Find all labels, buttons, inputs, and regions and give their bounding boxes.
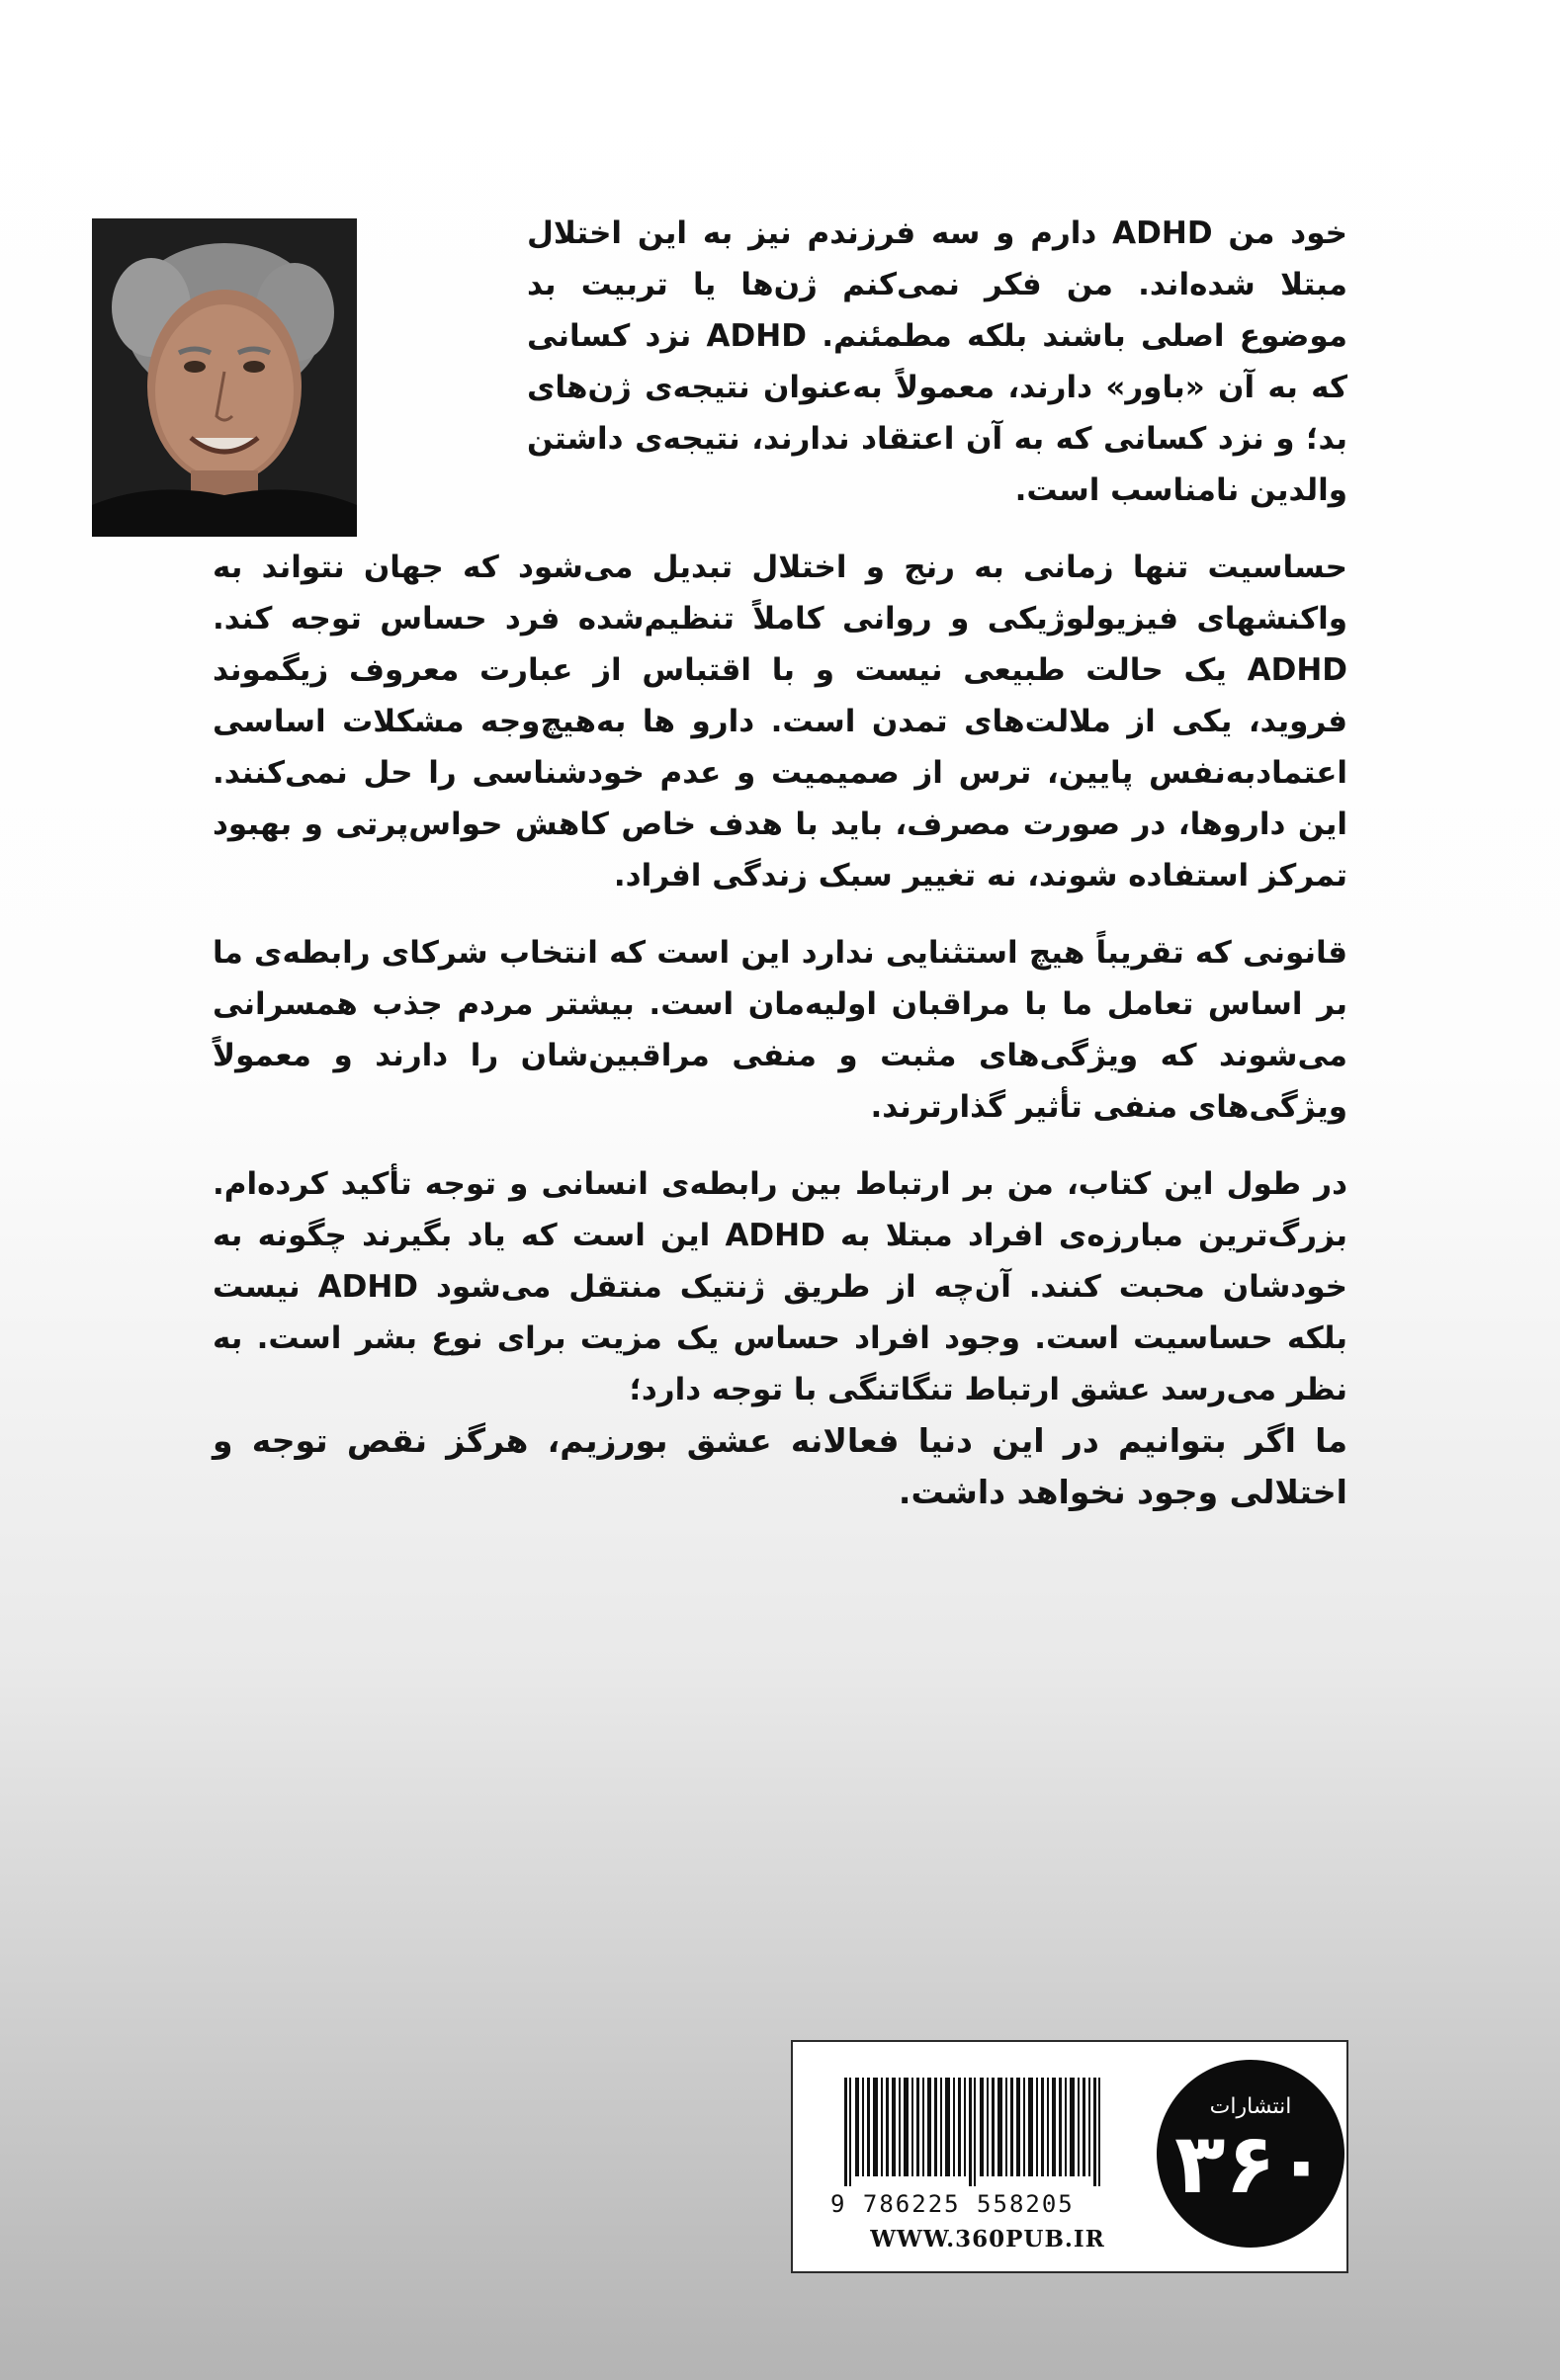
publisher-number: ۳۶۰ [1174, 2114, 1327, 2212]
paragraph-2: حساسیت تنها زمانی به رنج و اختلال تبدیل می‌شود که جهان نتواند به واکنشهای فیزیولوژیکی و روانی کاملاً تنظیم‌شده فرد حساس توجه کند. ADHD یک حالت طبیعی نیست و با اقتباس از عبارت معروف زیگموند فروید، یکی از ملالت‌های تمدن است. دارو ها به‌هیچ‌وجه مشکلات اساسی اعتمادبه‌نفس پایین، ترس از صمیمیت و عدم خودشناسی را حل نمی‌کنند. این داروها، در صورت مصرف، باید با هدف خاص کاهش حواس‌پرتی و بهبود تمرکز استفاده شوند، نه تغییر سبک زندگی افراد. [213, 550, 1347, 893]
paragraph-3: قانونی که تقریباً هیچ استثنایی ندارد این است که انتخاب شرکای رابطه‌ی ما بر اساس تعامل ما با مراقبان اولیه‌مان است. بیشتر مردم جذب همسرانی می‌شوند که ویژگی‌های مثبت و منفی مراقبین‌شان را دارند و معمولاً ویژگی‌های منفی تأثیر گذارترند. [213, 935, 1347, 1125]
paragraph-1: خود من ADHD دارم و سه فرزندم نیز به این اختلال مبتلا شده‌اند. من فکر نمی‌کنم ژن‌ها یا تربیت بد موضوع اصلی باشند بلکه مطمئنم. ADHD نزد کسانی که به آن «باور» دارند، معمولاً به‌عنوان نتیجه‌ی ژن‌های بد؛ و نزد کسانی که به آن اعتقاد ندارند، نتیجه‌ی داشتن والدین نامناسب است. [527, 215, 1347, 508]
publisher-label: انتشارات [1209, 2093, 1292, 2119]
publisher-logo [1157, 2060, 1344, 2248]
publisher-website: WWW.360PUB.IR [870, 2226, 1105, 2252]
paragraph-4: در طول این کتاب، من بر ارتباط بین رابطه‌ی انسانی و توجه تأکید کرده‌ام. بزرگ‌ترین مبارزه‌ی افراد مبتلا به ADHD این است که یاد بگیرند چگونه به خودشان محبت کنند. آن‌چه از طریق ژنتیک منتقل می‌شود ADHD نیست بلکه حساسیت است. وجود افراد حساس یک مزیت برای نوع بشر است. به نظر می‌رسد عشق ارتباط تنگاتنگی با توجه دارد؛ [213, 1166, 1347, 1407]
barcode-panel [791, 2040, 1348, 2273]
paragraph-5: ما اگر بتوانیم در این دنیا فعالانه عشق بورزیم، هرگز نقص توجه و اختلالی وجود نخواهد داشت. [213, 1421, 1347, 1511]
isbn-number: 9 786225 558205 [830, 2190, 1075, 2218]
back-cover-text [213, 208, 1347, 1518]
